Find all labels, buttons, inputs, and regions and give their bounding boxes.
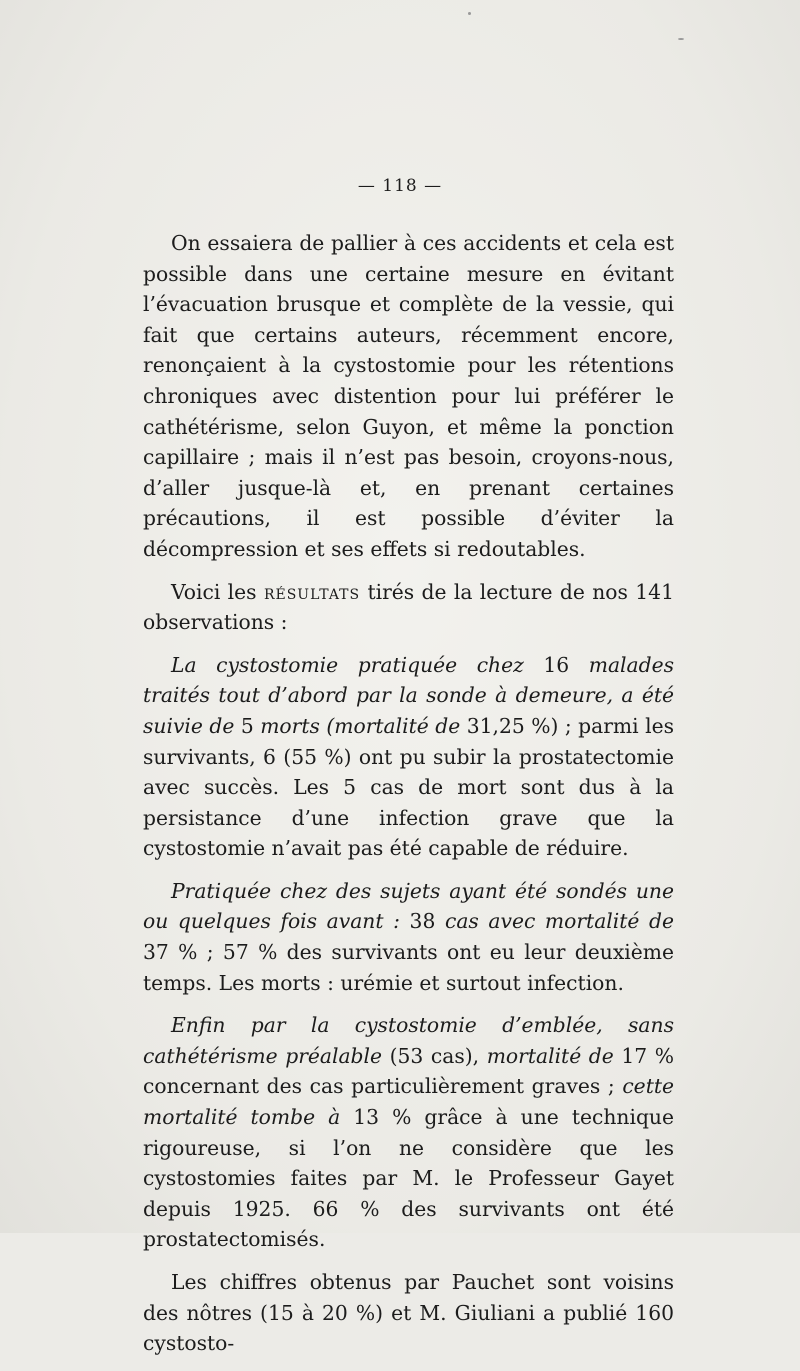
paragraph [143,577,674,638]
text-run: 17 % concernant des cas particulièrement graves ; [143,1043,674,1099]
italic-text: morts (mortalité de [253,713,467,738]
italic-text: La cystostomie pratiquée chez [171,652,544,677]
paragraph [143,1267,674,1359]
body-text [143,228,674,1371]
text-run: 38 [409,909,436,934]
text-run: 16 [543,652,570,677]
page-number: — 118 — [357,176,443,196]
text-run: On essaiera de pallier à ces accidents et cela est possible dans une certaine mesure en évitant l’évacuation brusque et complète de la vessie, qui fait que certains auteurs, récemment encore, renonçaient à la cystostomie pour les rétentions chroniques avec distention pour lui préférer le cathétérisme, selon Guyon, et même la ponction capillaire ; mais il n’est pas besoin, croyons-nous, d’aller jusque-là et, en prenant certaines précautions, il est possible d’éviter la décompression et ses effets si redoutables. [143,231,674,561]
italic-text: Pratiquée chez des sujets ayant été sondés une ou quelques fois avant : [143,878,674,934]
text-run: 37 % ; 57 % des survivants ont eu leur deuxième temps. Les morts : urémie et surtout infection. [143,940,674,995]
paragraph [143,876,674,998]
italic-text: Enfin par la cystostomie d’emblée, sans cathétérisme préalable [143,1013,674,1068]
paragraph [143,650,674,864]
text-run: Les chiffres obtenus par Pauchet sont voisins des nôtres (15 à 20 %) et M. Giuliani a publié 160 cystosto- [143,1270,674,1356]
paper-speck [468,12,471,15]
text-run: tirés de la lecture de nos 141 observations : [143,579,674,635]
paragraph [143,1010,674,1255]
text-run: Voici les [171,579,264,604]
text-run: 5 [240,713,254,738]
paragraph [143,228,674,565]
paper-speck [678,38,684,40]
text-run: 31,25 %) ; parmi les survivants, 6 (55 %) ont pu subir la prostatectomie avec succès. Les 5 cas de mort sont dus à la persistance d’une infection grave que la cystostomie n’avait pas été capable de réduire. [143,713,674,861]
text-run: (53 cas), [382,1043,487,1068]
smallcaps-text: résultats [263,579,361,604]
italic-text: cas avec mortalité de [435,909,675,934]
text-run: 13 % grâce à une technique rigoureuse, si l’on ne considère que les cystostomies faites par M. le Professeur Gayet depuis 1925. 66 % des survivants ont été prostatectomisés. [143,1105,674,1252]
italic-text: malades traités tout d’abord par la sonde à demeure, a été suivie de [143,652,675,738]
italic-text: cette mortalité tombe à [143,1074,674,1130]
italic-text: mortalité de [486,1043,614,1068]
